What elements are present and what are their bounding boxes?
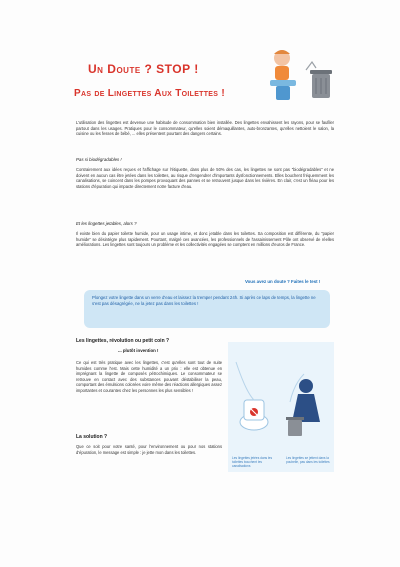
info-box-text: Plongez votre lingette dans un verre d'eau et laissez la tremper pendant 24h. Si après ce laps de temps, la lingette ne s'est pas désagrégée, ne la jetez pas dans les toilettes !	[92, 295, 316, 306]
question-biodegradable: Pas si biodégradables !	[76, 157, 122, 162]
paragraph-biodegradable: Contrairement aux idées reçues et l'affichage sur l'étiquette, dans plus de 50% des cas, les lingettes ne sont pas "biodégradables" et ne doivent en aucun cas être jetées dans les toilettes, au risque d'engendrer d'importants dysfonctionnements. Elles bouchent fréquemment les canalisations, se coincent dans les pompes provoquant des pannes et se retrouvent jusque dans les rivières. En clair, c'est un fléau pour les stations d'épuration qui impacte directement notre facture d'eau.	[76, 167, 334, 189]
question-solution: La solution ?	[76, 434, 108, 440]
toilet-comparison-illustration	[228, 342, 334, 472]
toilet-child-illustration	[262, 48, 336, 106]
toilet-comparison-drawing	[228, 342, 334, 472]
paragraph-paper: Il existe bien du papier toilette humide, pour un usage intime, et donc jetable dans les toilettes. Sa composition est différente, du "papier humide" se désintègre plus rapidement. Pourtant, malgré ces avancées, les professionnels de l'assainissement Pôle ont observé de réelles améliorations. Les lingettes sont toujours un problème et les collectivités engagées se comptent en millions d'euros de France.	[76, 231, 334, 248]
caption-right: Les lingettes se jettent dans la poubelle, pas dans les toilettes	[286, 456, 330, 464]
intro-paragraph: L'utilisation des lingettes est devenue une habitude de consommation bien installée. Des lingettes envahissent les rayons, pour se faufiler partout dans les usages. Pratiques pour le consommateur, qu'elles soient démaquillantes, auto-bronzantes, qu'elles nettoient le salon, la cuisine ou les fesses de bébé, ... elles présentent pourtant des dangers certains.	[76, 120, 334, 137]
subquestion-invention: ... plutôt invention !	[118, 348, 159, 353]
question-revolution: Les lingettes, révolution ou petit coin ?	[76, 338, 170, 344]
paragraph-solution: Que ce soit pour votre santé, pour l'environnement ou pour nos stations d'épuration, le message est simple : je jette mon dans les toilettes.	[76, 444, 222, 455]
question-paper: Et les lingettes jetables, alors ?	[76, 221, 137, 226]
paragraph-revolution: Ce qui est très pratique avec les lingettes, c'est qu'elles sont tout de suite humides comme l'est. Mais cette humidité a un prix : elle est obtenue en imprégnant la lingette de composés pétrochimiques. Le consommateur se retrouve en contact avec des substances pouvant déstabiliser la peau, comportant des émulsions colorées voire même des réactions allergiques assez importantes et courantes chez les personnes les plus sensibles !	[76, 360, 222, 393]
title-line-2: Pas de Lingettes Aux Toilettes !	[74, 88, 225, 99]
caption-left: Les lingettes jetées dans les toilettes bouchent les canalisations	[232, 456, 273, 468]
title-line-1: Un Doute ? STOP !	[88, 62, 199, 76]
info-box-heading: Vous avez un doute ? Faites le test !	[245, 279, 321, 284]
